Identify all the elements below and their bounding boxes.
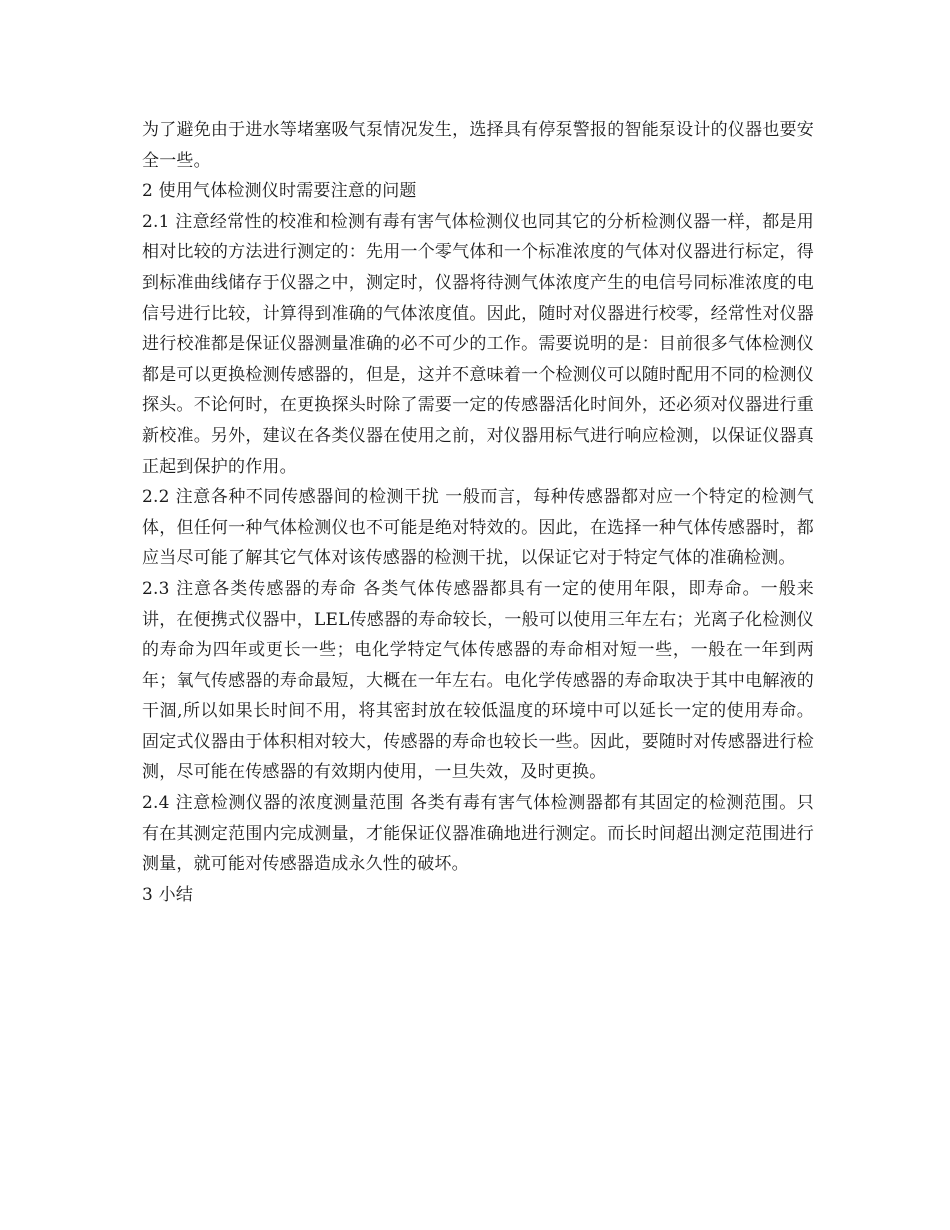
paragraph-2-2-interference: 2.2 注意各种不同传感器间的检测干扰 一般而言，每种传感器都对应一个特定的检测气体，但任何一种气体检测仪也不可能是绝对特效的。因此，在选择一种气体传感器时，都应当尽可能了解其它气体对该传感器的检测干扰，以保证它对于特定气体的准确检测。 xyxy=(142,487,814,569)
paragraph-2-4-range: 2.4 注意检测仪器的浓度测量范围 各类有毒有害气体检测器都有其固定的检测范围。只有在其测定范围内完成测量，才能保证仪器准确地进行测定。而长时间超出测定范围进行测量，就可能对传感器造成永久性的破坏。 xyxy=(142,793,814,875)
document-body xyxy=(142,115,814,910)
section-heading-2: 2 使用气体检测仪时需要注意的问题 xyxy=(142,181,417,202)
paragraph-2-1-calibration: 2.1 注意经常性的校准和检测有毒有害气体检测仪也同其它的分析检测仪器一样，都是用相对比较的方法进行测定的：先用一个零气体和一个标准浓度的气体对仪器进行标定，得到标准曲线储存于仪器之中，测定时，仪器将待测气体浓度产生的电信号同标准浓度的电信号进行比较，计算得到准确的气体浓度值。因此，随时对仪器进行校零，经常性对仪器进行校准都是保证仪器测量准确的必不可少的工作。需要说明的是：目前很多气体检测仪都是可以更换检测传感器的，但是，这并不意味着一个检测仪可以随时配用不同的检测仪探头。不论何时，在更换探头时除了需要一定的传感器活化时间外，还必须对仪器进行重新校准。另外，建议在各类仪器在使用之前，对仪器用标气进行响应检测，以保证仪器真正起到保护的作用。 xyxy=(142,211,814,477)
section-heading-3: 3 小结 xyxy=(142,884,194,905)
paragraph-2-3-sensor-life: 2.3 注意各类传感器的寿命 各类气体传感器都具有一定的使用年限，即寿命。一般来讲，在便携式仪器中，LEL传感器的寿命较长，一般可以使用三年左右；光离子化检测仪的寿命为四年或更长一些；电化学特定气体传感器的寿命相对短一些，一般在一年到两年；氧气传感器的寿命最短，大概在一年左右。电化学传感器的寿命取决于其中电解液的干涸,所以如果长时间不用，将其密封放在较低温度的环境中可以延长一定的使用寿命。固定式仪器由于体积相对较大，传感器的寿命也较长一些。因此，要随时对传感器进行检测，尽可能在传感器的有效期内使用，一旦失效，及时更换。 xyxy=(142,578,814,783)
paragraph-pump-safety: 为了避免由于进水等堵塞吸气泵情况发生，选择具有停泵警报的智能泵设计的仪器也要安全一些。 xyxy=(142,120,814,171)
